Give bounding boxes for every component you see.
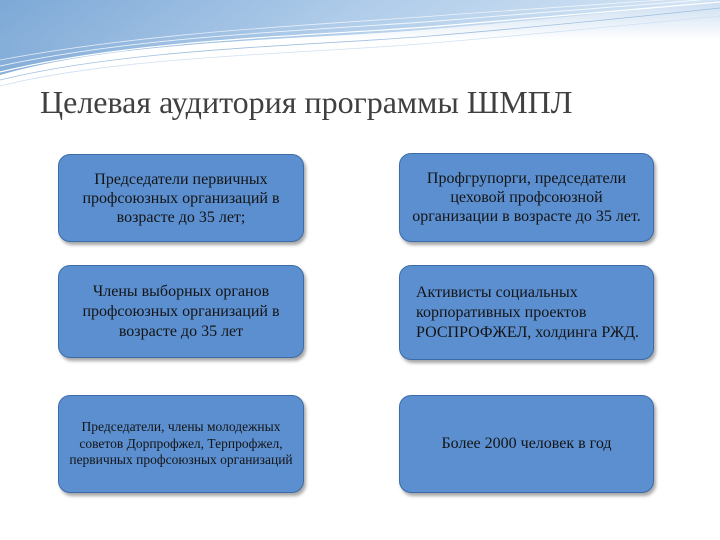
audience-box-elected-members bbox=[58, 265, 304, 358]
audience-box-text: Члены выборных органов профсоюзных организаций в возрасте до 35 лет bbox=[82, 282, 280, 340]
audience-box-text: Более 2000 человек в год bbox=[441, 435, 612, 452]
audience-box-text: Председатели, члены молодежных советов Дорпрофжел, Терпрофжел, первичных профсоюзных организаций bbox=[69, 419, 293, 468]
audience-box-primary-chairs bbox=[58, 154, 304, 242]
audience-box-text: Председатели первичных профсоюзных организаций в возрасте до 35 лет; bbox=[82, 170, 280, 226]
audience-box-activists bbox=[399, 265, 654, 360]
header-wave-decoration bbox=[0, 0, 720, 95]
audience-box-text: Активисты социальных корпоративных проектов РОСПРОФЖЕЛ, холдинга РЖД. bbox=[416, 283, 639, 341]
audience-box-youth-councils bbox=[58, 395, 304, 493]
audience-box-annual-count bbox=[399, 395, 654, 493]
audience-box-text: Профгрупорги, председатели цеховой профсоюзной организации в возрасте до 35 лет. bbox=[412, 170, 641, 225]
audience-box-group-organizers bbox=[399, 153, 654, 242]
slide-title: Целевая аудитория программы ШМПЛ bbox=[40, 84, 573, 120]
